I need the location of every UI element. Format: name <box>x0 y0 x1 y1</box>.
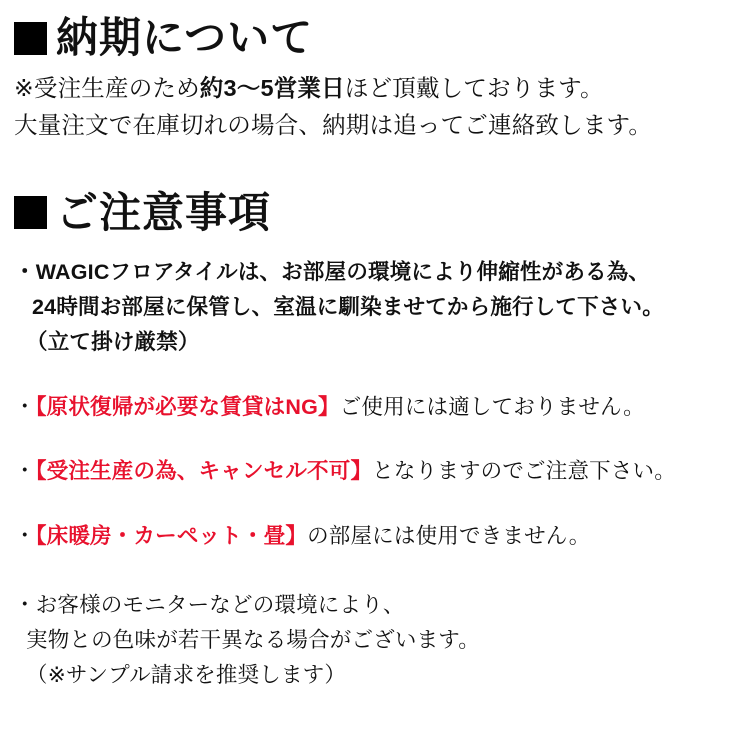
note-3-bullet: ・ <box>14 459 36 484</box>
list-item <box>14 454 721 489</box>
section-heading-notes <box>14 188 721 236</box>
delivery-paragraph-line-2: 大量注文で在庫切れの場合、納期は追ってご連絡致します。 <box>14 111 653 138</box>
delivery-line1-part1: ※受注生産のため <box>14 75 200 102</box>
note-3-line-1 <box>14 454 721 489</box>
note-2-highlight: 【原状復帰が必要な賃貸はNG】 <box>35 394 340 419</box>
note-5-line-2: 実物との色味が若干異なる場合がございます。 <box>26 627 480 652</box>
list-item <box>14 588 721 692</box>
delivery-paragraph-line-1 <box>14 70 721 106</box>
delivery-line1-part2-bold: 約3〜5営業日 <box>199 75 345 102</box>
list-item <box>14 255 721 359</box>
delivery-paragraph <box>14 70 721 143</box>
note-5-line-3: （※サンプル請求を推奨します） <box>26 662 347 687</box>
note-5-line-1 <box>14 588 721 623</box>
note-3-highlight: 【受注生産の為、キャンセル不可】 <box>35 459 373 484</box>
notes-list <box>14 255 721 692</box>
black-square-bullet-icon <box>14 196 47 229</box>
section-heading-delivery-label: 納期について <box>56 14 314 61</box>
note-1-bullet: ・ <box>14 260 36 285</box>
list-item <box>14 390 721 425</box>
note-4-bullet: ・ <box>14 524 36 549</box>
note-1-text-1: WAGICフロアタイルは、お部屋の環境により伸縮性がある為、 <box>35 260 651 285</box>
note-2-line-1 <box>14 390 721 425</box>
delivery-line1-part3: ほど頂戴しております。 <box>344 75 604 102</box>
note-1-line-3: （立て掛け厳禁） <box>26 329 200 354</box>
black-square-bullet-icon <box>14 22 47 55</box>
list-item <box>14 519 721 554</box>
note-4-text: の部屋には使用できません。 <box>307 524 591 549</box>
note-1-line-1 <box>14 255 721 290</box>
note-4-highlight: 【床暖房・カーペット・畳】 <box>35 524 308 549</box>
note-1-line-2: 24時間お部屋に保管し、室温に馴染ませてから施行して下さい。 <box>32 294 664 319</box>
note-2-bullet: ・ <box>14 394 36 419</box>
note-3-text: となりますのでご注意下さい。 <box>372 459 676 484</box>
note-5-text-1: お客様のモニターなどの環境により、 <box>35 593 405 617</box>
note-5-bullet: ・ <box>14 593 36 617</box>
note-4-line-1 <box>14 519 721 554</box>
section-heading-delivery <box>14 16 721 60</box>
note-2-text: ご使用には適しておりません。 <box>339 394 645 419</box>
section-heading-notes-label: ご注意事項 <box>56 188 272 236</box>
